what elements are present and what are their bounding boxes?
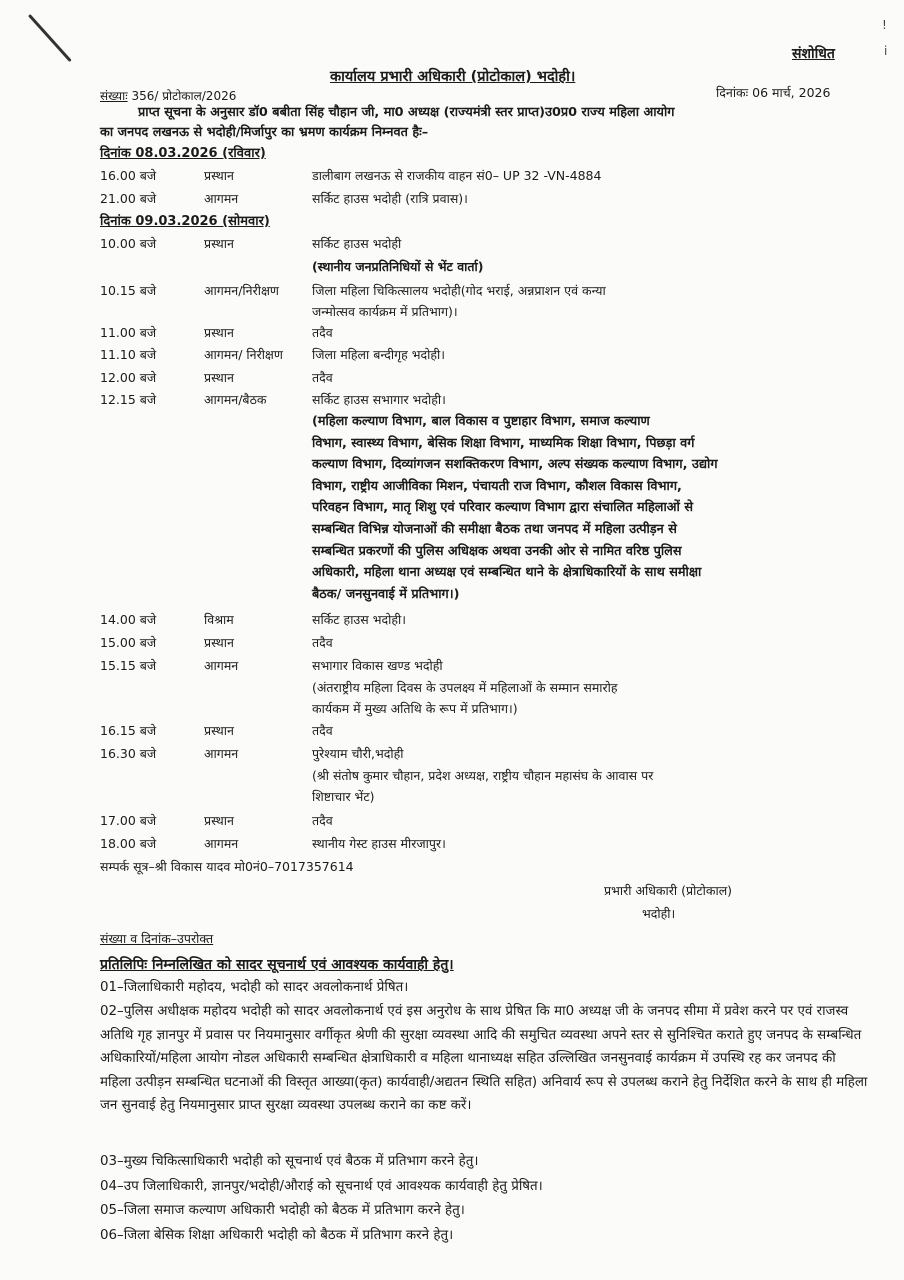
time: 11.10 बजे bbox=[100, 347, 157, 362]
detail-line: अधिकारी, महिला थाना अध्यक्ष एवं सम्बन्धित थाने के क्षेत्राधिकारियों के साथ समीक्षा bbox=[312, 565, 702, 581]
detail-line: परिवहन विभाग, मातृ शिशु एवं परिवार कल्याण विभाग द्वारा संचालित महिलाओं से bbox=[312, 500, 693, 516]
time: 16.00 बजे bbox=[100, 168, 157, 183]
time: 21.00 बजे bbox=[100, 191, 157, 206]
time: 18.00 बजे bbox=[100, 836, 157, 851]
place: तदैव bbox=[312, 370, 333, 385]
detail-line: कल्याण विभाग, दिव्यांगजन सशक्तिकरण विभाग, अल्प संख्यक कल्याण विभाग, उद्योग bbox=[312, 457, 718, 473]
time: 17.00 बजे bbox=[100, 813, 157, 828]
place: डालीबाग लखनऊ से राजकीय वाहन सं0– UP 32 -VN-4884 bbox=[312, 168, 602, 183]
time: 16.30 बजे bbox=[100, 746, 157, 761]
detail-line: विभाग, स्वास्थ्य विभाग, बेसिक शिक्षा विभाग, माध्यमिक शिक्षा विभाग, पिछड़ा वर्ग bbox=[312, 435, 695, 451]
copy-item: 04–उप जिलाधिकारी, ज्ञानपुर/भदोही/औराई को सूचनार्थ एवं आवश्यक कार्यवाही हेतु प्रेषित। bbox=[100, 1179, 543, 1194]
ref-value: 356/ प्रोटोकाल/2026 bbox=[131, 89, 237, 103]
time: 15.15 बजे bbox=[100, 658, 157, 673]
action: आगमन bbox=[204, 658, 239, 673]
place: सर्किट हाउस भदोही। bbox=[312, 612, 406, 627]
signatory-title: प्रभारी अधिकारी (प्रोटोकाल) bbox=[604, 883, 733, 898]
detail-line: विभाग, राष्ट्रीय आजीविका मिशन, पंचायती राज विभाग, कौशल विकास विभाग, bbox=[312, 478, 682, 494]
detail: (स्थानीय जनप्रतिनिधियों से भेंट वार्ता) bbox=[312, 259, 484, 274]
detail-line: सम्बन्धित विभिन्न योजनाओं की समीक्षा बैठक तथा जनपद में महिला उत्पीड़न से bbox=[312, 521, 677, 537]
detail-line: (श्री संतोष कुमार चौहान, प्रदेश अध्यक्ष, राष्ट्रीय चौहान महासंघ के आवास पर bbox=[312, 768, 654, 783]
detail-line: (महिला कल्याण विभाग, बाल विकास व पुष्टाहार विभाग, समाज कल्याण bbox=[312, 414, 650, 429]
place: सभागार विकास खण्ड भदोही bbox=[312, 658, 443, 673]
copy-item: 05–जिला समाज कल्याण अधिकारी भदोही को बैठक में प्रतिभाग करने हेतु। bbox=[100, 1203, 465, 1218]
meeting-details bbox=[312, 411, 872, 605]
time: 11.00 बजे bbox=[100, 325, 157, 340]
action: प्रस्थान bbox=[204, 635, 234, 650]
place: तदैव bbox=[312, 635, 333, 650]
place: जिला महिला चिकित्सालय भदोही(गोद भराई, अन्नप्राशन एवं कन्या bbox=[312, 283, 606, 298]
action: प्रस्थान bbox=[204, 370, 234, 385]
pen-mark bbox=[28, 14, 72, 62]
place: पुरेश्याम चौरी,भदोही bbox=[312, 746, 404, 761]
place: तदैव bbox=[312, 813, 333, 828]
detail-line: सम्बन्धित प्रकरणों की पुलिस अधिक्षक अथवा उनकी ओर से नामित वरिष्ठ पुलिस bbox=[312, 543, 682, 559]
place: तदैव bbox=[312, 325, 333, 340]
time: 10.00 बजे bbox=[100, 236, 157, 251]
detail-line: बैठक/ जनसुनवाई में प्रतिभाग।) bbox=[312, 586, 460, 602]
copy-heading: प्रतिलिपिः निम्नलिखित को सादर सूचनार्थ एवं आवश्यक कार्यवाही हेतु। bbox=[100, 957, 454, 973]
day2-heading: दिनांक 09.03.2026 (सोमवार) bbox=[100, 214, 270, 229]
detail-line: कार्यकम में मुख्य अतिथि के रूप में प्रतिभाग।) bbox=[312, 701, 518, 716]
copy-item: 06–जिला बेसिक शिक्षा अधिकारी भदोही को बैठक में प्रतिभाग करने हेतु। bbox=[100, 1228, 454, 1243]
time: 12.15 बजे bbox=[100, 392, 157, 407]
action: आगमन bbox=[204, 746, 239, 761]
place: स्थानीय गेस्ट हाउस मीरजापुर। bbox=[312, 836, 446, 851]
action: आगमन bbox=[204, 191, 239, 206]
office-title: कार्यालय प्रभारी अधिकारी (प्रोटोकाल) भदोही। bbox=[330, 69, 576, 85]
day1-heading: दिनांक 08.03.2026 (रविवार) bbox=[100, 146, 266, 161]
time: 14.00 बजे bbox=[100, 612, 157, 627]
signatory-place: भदोही। bbox=[642, 906, 676, 921]
time: 10.15 बजे bbox=[100, 283, 157, 298]
margin-mark: i bbox=[884, 44, 888, 58]
copy-item: 01–जिलाधिकारी महोदय, भदोही को सादर अवलोकनार्थ प्रेषित। bbox=[100, 980, 409, 995]
revised-stamp: संशोधित bbox=[792, 46, 835, 62]
time: 15.00 बजे bbox=[100, 635, 157, 650]
place: तदैव bbox=[312, 723, 333, 738]
detail-line: शिष्टाचार भेंट) bbox=[312, 789, 375, 804]
intro-line-1: प्राप्त सूचना के अनुसार डॉ0 बबीता सिंह चौहान जी, मा0 अध्यक्ष (राज्यमंत्री स्तर प्राप्त)उ0प्र0 राज्य महिला आयोग bbox=[138, 105, 675, 120]
copy-item: 02–पुलिस अधीक्षक महोदय भदोही को सादर अवलोकनार्थ एवं इस अनुरोध के साथ प्रेषित कि मा0 अध्यक्ष जी के जनपद सीमा में प्रवेश करने पर एवं राजस्व अतिथि गृह ज्ञानपुर में प्रवास पर नियमानुसार वर्गीकृत श्रेणी की सुरक्षा व्यवस्था आदि की समुचित व्यवस्था अपने स्तर से सुनिश्चित कराते हुए जनपद के सम्बन्धित अधिकारियों/महिला आयोग नोडल अधिकारी सम्बन्धित क्षेत्राधिकारी व महिला थानाध्यक्ष सहित उल्लिखित जनसुनवाई कार्यक्रम में उपस्थि रह कर जनपद की महिला उत्पीड़न सम्बन्धित घटनाओं की विस्तृत आख्या(कृत) कार्यवाही/अद्यतन स्थिति सहित) अनिवार्य रूप से उपलब्ध कराने हेतु निर्देशित करने के साथ ही महिला जन सुनवाई हेतु नियमानुसार प्राप्त सुरक्षा व्यवस्था उपलब्ध कराने का कष्ट करें। bbox=[100, 1004, 868, 1114]
visit-details bbox=[312, 765, 872, 807]
action: विश्राम bbox=[204, 612, 234, 627]
time: 12.00 बजे bbox=[100, 370, 157, 385]
action: आगमन/निरीक्षण bbox=[204, 283, 279, 298]
letter-date: दिनांकः 06 मार्च, 2026 bbox=[716, 85, 831, 100]
copy-item: 03–मुख्य चिकित्साधिकारी भदोही को सूचनार्थ एवं बैठक में प्रतिभाग करने हेतु। bbox=[100, 1154, 479, 1169]
ref-label: संख्याः bbox=[100, 89, 128, 103]
program-details bbox=[312, 677, 872, 719]
intro-line-2: का जनपद लखनऊ से भदोही/मिर्जापुर का भ्रमण कार्यक्रम निम्नवत हैः– bbox=[100, 125, 429, 140]
action: आगमन/ निरीक्षण bbox=[204, 347, 283, 362]
action: प्रस्थान bbox=[204, 236, 234, 251]
detail: जन्मोत्सव कार्यक्रम में प्रतिभाग)। bbox=[312, 304, 458, 319]
copy-reference: संख्या व दिनांक–उपरोक्त bbox=[100, 931, 214, 946]
margin-mark: ! bbox=[882, 18, 887, 32]
place: सर्किट हाउस सभागार भदोही। bbox=[312, 392, 446, 407]
place: जिला महिला बन्दीगृह भदोही। bbox=[312, 347, 446, 362]
action: आगमन/बैठक bbox=[204, 392, 267, 407]
action: आगमन bbox=[204, 836, 239, 851]
action: प्रस्थान bbox=[204, 723, 234, 738]
detail-line: (अंतराष्ट्रीय महिला दिवस के उपलक्ष्य में महिलाओं के सम्मान समारोह bbox=[312, 680, 618, 695]
action: प्रस्थान bbox=[204, 168, 234, 183]
action: प्रस्थान bbox=[204, 813, 234, 828]
place: सर्किट हाउस भदोही bbox=[312, 236, 402, 251]
contact-info: सम्पर्क सूत्र–श्री विकास यादव मो0नं0–7017357614 bbox=[100, 859, 354, 874]
action: प्रस्थान bbox=[204, 325, 234, 340]
place: सर्किट हाउस भदोही (रात्रि प्रवास)। bbox=[312, 191, 468, 206]
time: 16.15 बजे bbox=[100, 723, 157, 738]
